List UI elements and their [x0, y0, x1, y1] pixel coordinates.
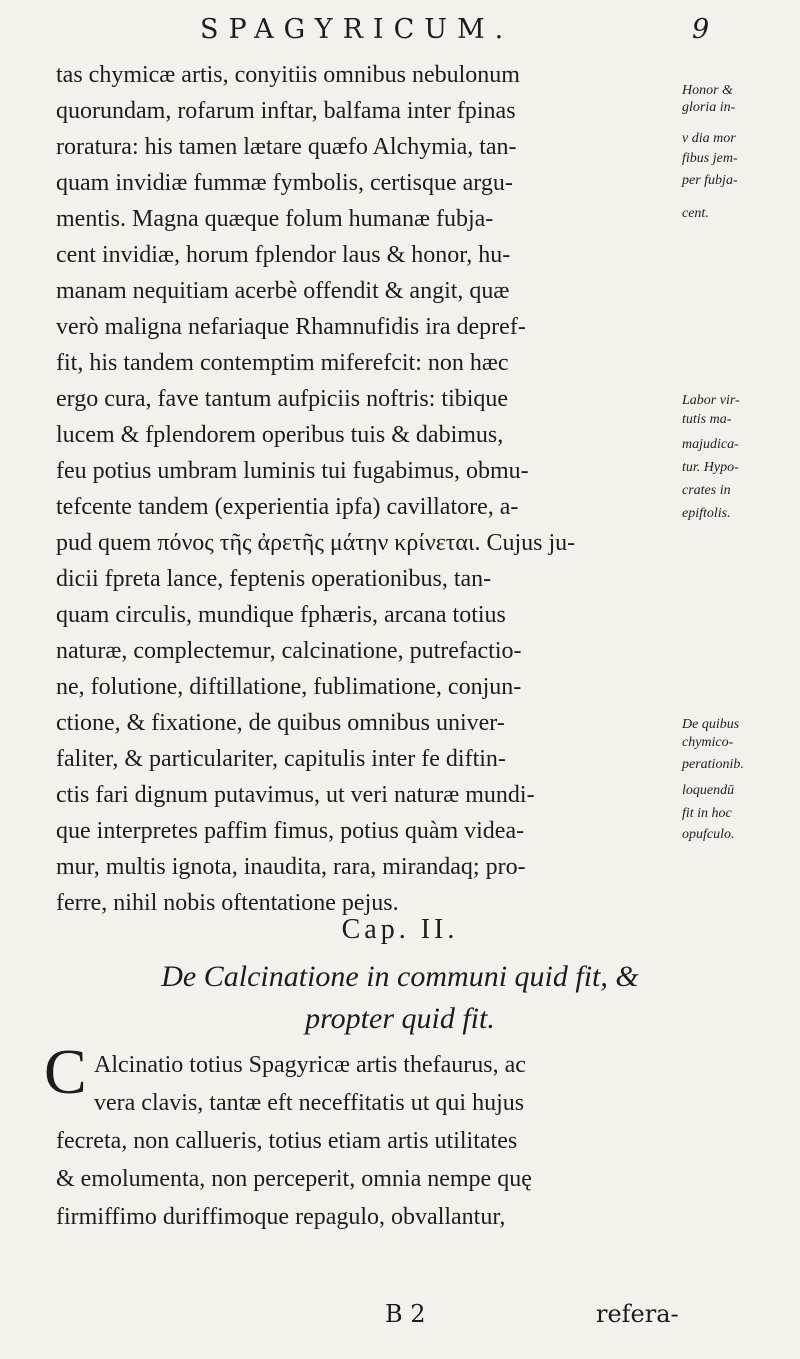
margin-note-line: perationib.: [682, 757, 744, 772]
text-line: cent invidiæ, horum fplendor laus & honor, hu-: [56, 242, 511, 268]
text-line: naturæ, complectemur, calcinatione, putrefactio-: [56, 638, 522, 664]
text-line: ctione, & fixatione, de quibus omnibus univer-: [56, 710, 505, 736]
text-line: ctis fari dignum putavimus, ut veri naturæ mundi-: [56, 782, 535, 808]
text-line: ne, folutione, diftillatione, fublimatione, conjun-: [56, 674, 522, 700]
text-line: vera clavis, tantæ eft neceffitatis ut qui hujus: [94, 1090, 525, 1116]
text-line: fit, his tandem contemptim miferefcit: non hæc: [56, 350, 509, 376]
running-title: SPAGYRICUM.: [200, 14, 514, 45]
margin-note-line: v dia mor: [682, 131, 736, 146]
margin-note-line: fit in hoc: [682, 806, 732, 821]
text-line: quam circulis, mundique fphæris, arcana totius: [56, 602, 506, 628]
text-line: lucem & fplendorem operibus tuis & dabimus,: [56, 422, 504, 448]
text-line: que interpretes paffim fimus, potius quàm videa-: [56, 818, 525, 844]
text-line: mentis. Magna quæque folum humanæ fubja-: [56, 206, 494, 232]
margin-note-line: De quibus: [682, 717, 740, 732]
margin-note-line: majudica-: [682, 437, 739, 452]
margin-note-line: Honor &: [682, 83, 733, 98]
signature-mark: B 2: [385, 1300, 426, 1328]
margin-note-line: chymico-: [682, 735, 734, 750]
margin-note-line: Labor vir-: [682, 393, 740, 408]
text-line: ferre, nihil nobis oftentatione pejus.: [56, 890, 399, 916]
catchword: refera-: [596, 1300, 679, 1328]
margin-note-line: tur. Hypo-: [682, 460, 739, 475]
text-line: verò maligna nefariaque Rhamnufidis ira depref-: [56, 314, 526, 340]
margin-note-line: cent.: [682, 206, 709, 221]
chapter-title-line: propter quid fit.: [305, 1002, 495, 1035]
text-line: ergo cura, fave tantum aufpiciis noftris: tibique: [56, 386, 509, 412]
margin-note-line: loquendū: [682, 783, 735, 798]
chapter-label: Cap. II.: [341, 914, 459, 945]
text-line: tas chymicæ artis, conyitiis omnibus nebulonum: [56, 62, 520, 88]
margin-note-line: per fubja-: [682, 173, 738, 188]
margin-note-line: opufculo.: [682, 827, 735, 842]
text-line: quam invidiæ fummæ fymbolis, certisque argu-: [56, 170, 513, 196]
text-line: faliter, & particulariter, capitulis inter fe diftin-: [56, 746, 506, 772]
margin-note-line: crates in: [682, 483, 731, 498]
text-line: dicii fpreta lance, feptenis operationibus, tan-: [56, 566, 492, 592]
text-line: mur, multis ignota, inaudita, rara, mirandaq; pro-: [56, 854, 526, 880]
margin-note-line: fibus jem-: [682, 151, 738, 166]
margin-note-line: tutis ma-: [682, 412, 732, 427]
drop-cap-initial: C: [44, 1036, 87, 1107]
text-line: & emolumenta, non perceperit, omnia nempe quę: [56, 1166, 532, 1192]
text-line: fecreta, non callueris, totius etiam artis utilitates: [56, 1128, 518, 1154]
text-line: quorundam, rofarum inftar, balfama inter fpinas: [56, 98, 516, 124]
text-line: pud quem πόνος τῆς ἀρετῆς μάτην κρίνεται. Cujus ju-: [56, 530, 576, 556]
text-line: manam nequitiam acerbè offendit & angit, quæ: [56, 278, 510, 304]
text-line: Alcinatio totius Spagyricæ artis thefaurus, ac: [94, 1052, 526, 1078]
text-line: firmiffimo duriffimoque repagulo, obvallantur,: [56, 1204, 506, 1230]
running-header: [0, 14, 800, 54]
margin-note-line: epiftolis.: [682, 506, 731, 521]
text-line: roratura: his tamen lætare quæfo Alchymia, tan-: [56, 134, 517, 160]
page-number: 9: [692, 14, 710, 45]
chapter-title-line: De Calcinatione in communi quid fit, &: [161, 960, 639, 993]
text-line: tefcente tandem (experientia ipfa) cavillatore, a-: [56, 494, 519, 520]
margin-note-line: gloria in-: [682, 100, 736, 115]
text-line: feu potius umbram luminis tui fugabimus, obmu-: [56, 458, 529, 484]
